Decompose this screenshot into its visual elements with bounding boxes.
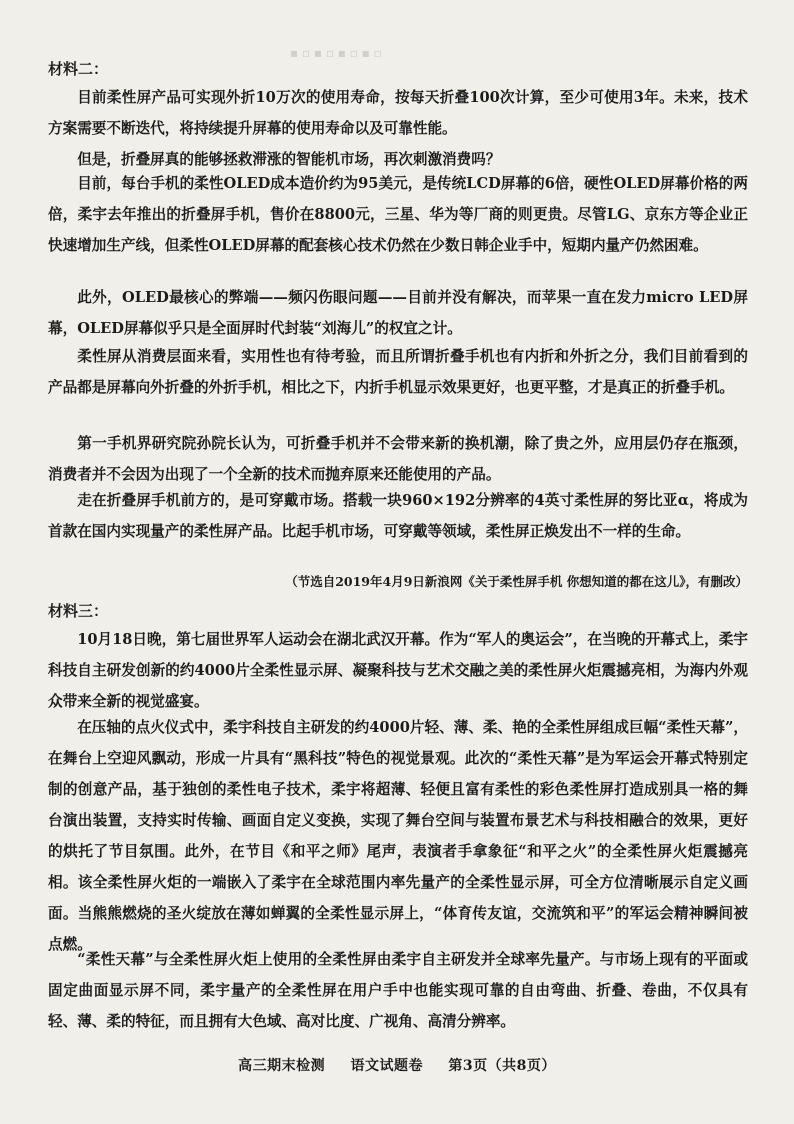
section3-heading: 材料三： <box>48 602 109 620</box>
section2-paragraph-4: 此外，OLED最核心的弊端——频闪伤眼问题——目前并没有解决，而苹果一直在发力micro LED屏幕，OLED屏幕似乎只是全面屏时代封装“刘海儿”的权宜之计。 <box>48 289 748 337</box>
section2-paragraph-3: 目前，每台手机的柔性OLED成本造价约为95美元，是传统LCD屏幕的6倍，硬性OLED屏幕价格的两倍，柔宇去年推出的折叠屏手机，售价在8800元，三星、华为等厂商的则更贵。尽管LG、京东方等企业正快速增加生产线，但柔性OLED屏幕的配套核心技术仍然在少数日韩企业手中，短期内量产仍然困难。 <box>48 175 748 254</box>
section3-paragraph-3: “柔性天幕”与全柔性屏火炬上使用的全柔性屏由柔宇自主研发并全球率先量产。与市场上现有的平面或固定曲面显示屏不同，柔宇量产的全柔性屏在用户手中也能实现可靠的自由弯曲、折叠、卷曲，不仅具有轻、薄、柔的特征，而且拥有大色域、高对比度、广视角、高清分辨率。 <box>48 951 748 1030</box>
section2-paragraph-6: 第一手机界研究院孙院长认为，可折叠手机并不会带来新的换机潮，除了贵之外，应用层仍存在瓶颈，消费者并不会因为出现了一个全新的技术而抛弃原来还能使用的产品。 <box>48 435 748 483</box>
section2-heading: 材料二： <box>48 60 109 78</box>
bleed-through-text: ▪ ▫ ▪ ▫ ▪ ▫ ▪ ▫ <box>290 46 382 60</box>
footer-exam-name: 高三期末检测 <box>238 1058 326 1074</box>
section2-paragraph-5: 柔性屏从消费层面来看，实用性也有待考验，而且所谓折叠手机也有内折和外折之分，我们目前看到的产品都是屏幕向外折叠的外折手机，相比之下，内折手机显示效果更好，也更平整，才是真正的折叠手机。 <box>48 348 748 396</box>
page-footer <box>0 1055 794 1075</box>
section2-source-citation: （节选自2019年4月9日新浪网《关于柔性屏手机 你想知道的都在这儿》，有删改） <box>285 574 748 589</box>
section2-paragraph-2: 但是，折叠屏真的能够拯救滞涨的智能机市场，再次刺激消费吗？ <box>77 151 501 168</box>
footer-subject: 语文试题卷 <box>350 1058 423 1074</box>
footer-page-number: 第3页（共8页） <box>448 1058 556 1074</box>
section3-paragraph-1: 10月18日晚，第七届世界军人运动会在湖北武汉开幕。作为“军人的奥运会”，在当晚的开幕式上，柔宇科技自主研发创新的约4000片全柔性显示屏、凝聚科技与艺术交融之美的柔性屏火炬震撼亮相，为海内外观众带来全新的视觉盛宴。 <box>48 631 748 710</box>
section3-paragraph-2: 在压轴的点火仪式中，柔宇科技自主研发的约4000片轻、薄、柔、艳的全柔性屏组成巨幅“柔性天幕”，在舞台上空迎风飘动，形成一片具有“黑科技”特色的视觉景观。此次的“柔性天幕”是为军运会开幕式特别定制的创意产品，基于独创的柔性电子技术，柔宇将超薄、轻便且富有柔性的彩色柔性屏打造成别具一格的舞台演出装置，支持实时传输、画面自定义变换，实现了舞台空间与装置布景艺术与科技相融合的效果，更好的烘托了节目氛围。此外，在节目《和平之师》尾声，表演者手拿象征“和平之火”的全柔性屏火炬震撼亮相。该全柔性屏火炬的一端嵌入了柔宇在全球范围内率先量产的全柔性显示屏，可全方位清晰展示自定义画面。当熊熊燃烧的圣火绽放在薄如蝉翼的全柔性显示屏上，“体育传友谊，交流筑和平”的军运会精神瞬间被点燃。 <box>48 719 748 953</box>
section2-paragraph-1: 目前柔性屏产品可实现外折10万次的使用寿命，按每天折叠100次计算，至少可使用3年。未来，技术方案需要不断迭代，将持续提升屏幕的使用寿命以及可靠性能。 <box>48 89 748 137</box>
section2-paragraph-7: 走在折叠屏手机前方的，是可穿戴市场。搭载一块960×192分辨率的4英寸柔性屏的努比亚α，将成为首款在国内实现量产的柔性屏产品。比起手机市场，可穿戴等领域，柔性屏正焕发出不一样的生命。 <box>48 492 748 540</box>
